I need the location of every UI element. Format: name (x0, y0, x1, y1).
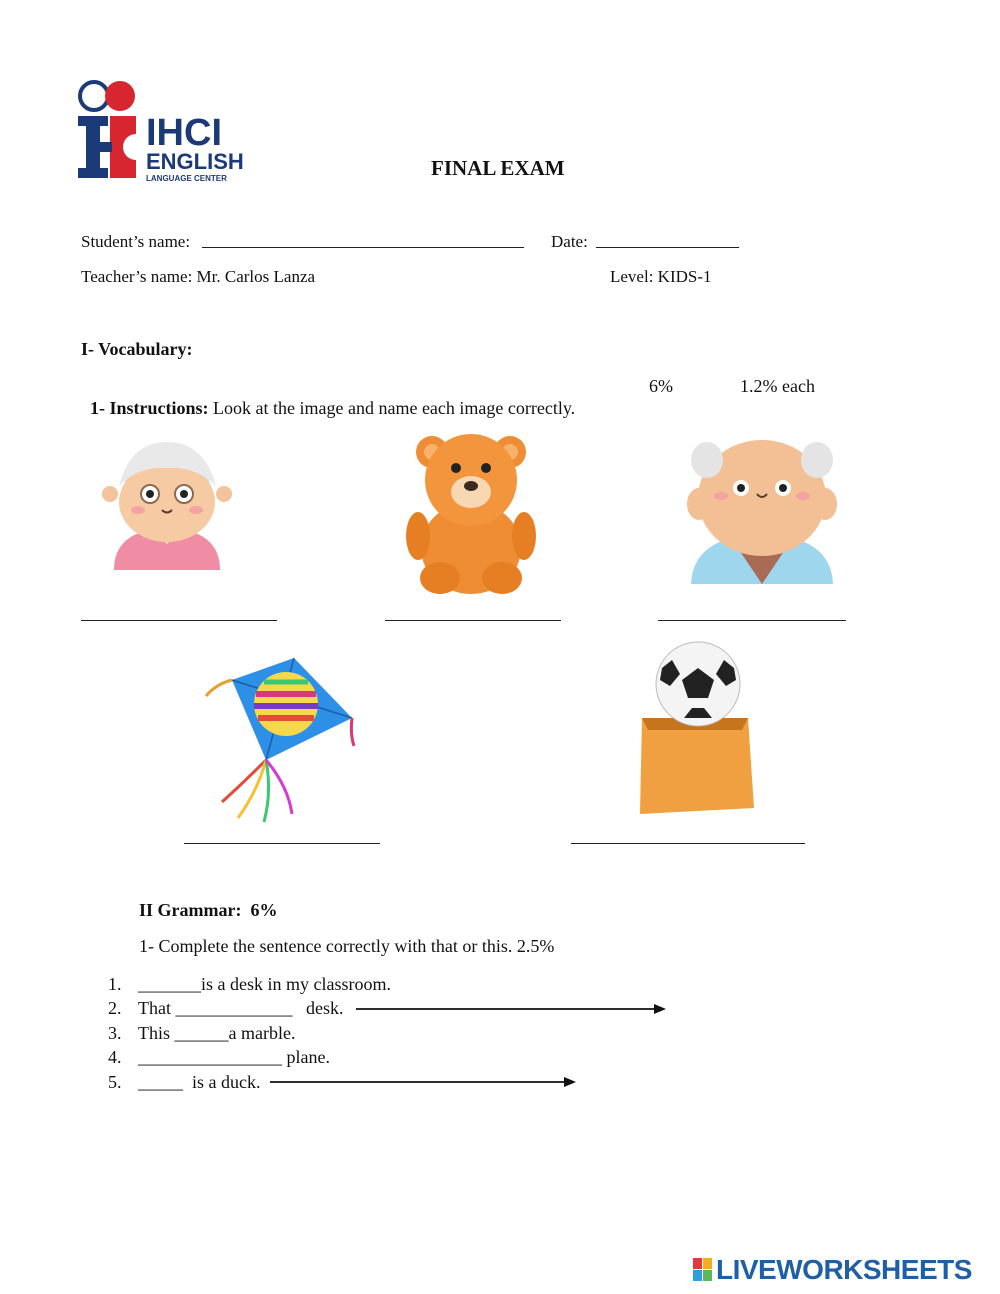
grammar-item[interactable] (108, 972, 391, 996)
liveworksheets-logo (693, 1256, 972, 1284)
answer-line-4[interactable] (184, 843, 380, 844)
logo-line3: LANGUAGE CENTER (146, 174, 227, 183)
grandfather-icon (677, 424, 847, 584)
instructions-text: Look at the image and name each image correctly. (213, 398, 576, 418)
grammar-item[interactable] (108, 996, 391, 1020)
arrow-icon (270, 1075, 580, 1089)
grandmother-icon (100, 428, 235, 570)
page-title: FINAL EXAM (431, 156, 565, 180)
item-text: That _____________ desk. (138, 998, 344, 1019)
ihci-logo (76, 78, 246, 186)
grammar-item[interactable] (108, 1021, 391, 1045)
ball-in-box-icon (636, 638, 756, 818)
item-text: This ______a marble. (138, 1022, 296, 1043)
item-number: 5. (108, 1071, 122, 1092)
teddy-bear-icon (404, 428, 539, 598)
vocab-percent: 6% (649, 376, 673, 396)
logo-line1: IHCI (146, 112, 222, 154)
instructions-label: 1- Instructions: (90, 398, 209, 418)
arrow-icon (356, 1002, 668, 1016)
date-field[interactable] (596, 247, 739, 248)
answer-line-3[interactable] (658, 620, 846, 621)
answer-line-2[interactable] (385, 620, 561, 621)
date-label: Date: (551, 232, 588, 251)
item-number: 1. (108, 974, 122, 994)
vocabulary-instructions (81, 375, 575, 419)
grammar-item[interactable] (108, 1045, 391, 1069)
grammar-instruction: 1- Complete the sentence correctly with that or this. 2.5% (139, 936, 555, 956)
student-name-label: Student’s name: (81, 232, 191, 251)
level-label: Level: KIDS-1 (610, 267, 712, 286)
item-number: 4. (108, 1047, 122, 1068)
teacher-name: Teacher’s name: Mr. Carlos Lanza (81, 267, 316, 286)
item-text: ________________ plane. (138, 1047, 330, 1068)
answer-line-5[interactable] (571, 843, 805, 844)
grammar-heading: II Grammar: 6% (139, 900, 278, 920)
kite-icon (202, 654, 358, 824)
liveworksheets-mark-icon (693, 1258, 713, 1282)
answer-line-1[interactable] (81, 620, 277, 621)
item-text: _____ is a duck. (138, 1071, 261, 1092)
item-number: 2. (108, 998, 122, 1019)
vocabulary-heading: I- Vocabulary: (81, 339, 193, 359)
item-text: _______is a desk in my classroom. (138, 974, 391, 994)
student-name-field[interactable] (202, 247, 524, 248)
vocab-each: 1.2% each (740, 376, 815, 396)
liveworksheets-brand: LIVEWORKSHEETS (716, 1254, 972, 1285)
logo-line2: ENGLISH (146, 149, 244, 174)
item-number: 3. (108, 1022, 122, 1043)
